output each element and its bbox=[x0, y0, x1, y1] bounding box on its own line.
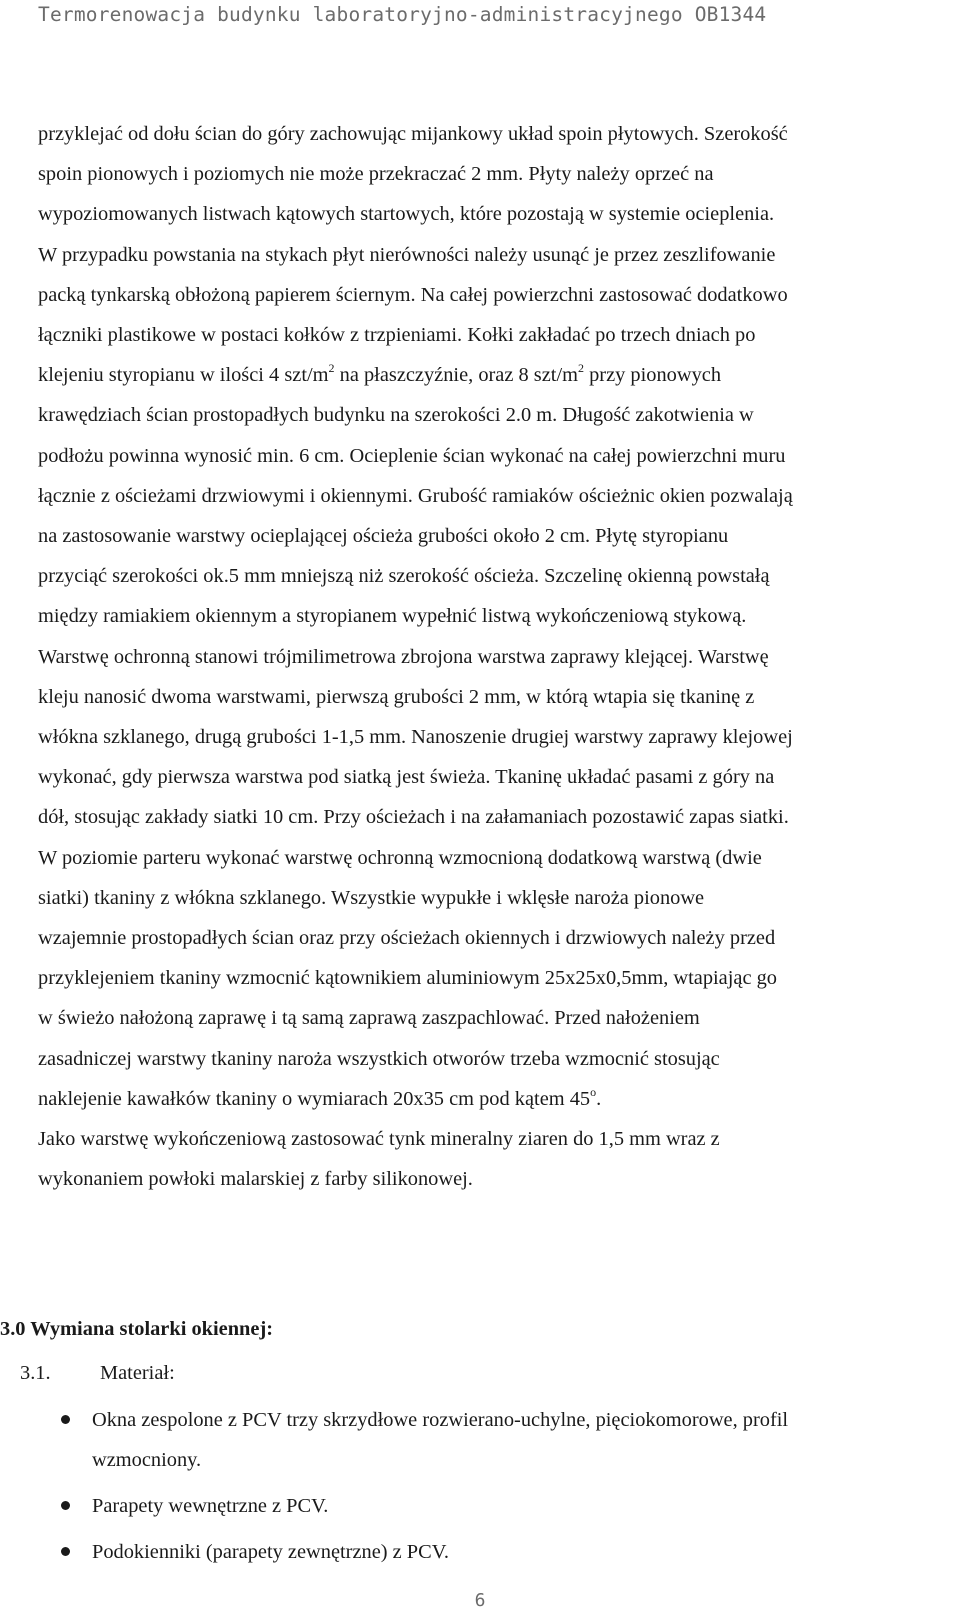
page-number: 6 bbox=[474, 1590, 486, 1611]
text-fragment: naklejenie kawałków tkaniny o wymiarach 20x35 cm pod kątem 45 bbox=[38, 1087, 591, 1110]
bullet-icon bbox=[61, 1547, 70, 1556]
section-heading: 3.0 Wymiana stolarki okiennej: bbox=[0, 1318, 274, 1340]
list-item bbox=[0, 1486, 932, 1526]
text-fragment: przy pionowych bbox=[583, 364, 722, 387]
bullet-icon bbox=[61, 1501, 70, 1510]
text-fragment: na płaszczyźnie, oraz 8 szt/m bbox=[334, 364, 578, 387]
text-fragment: klejeniu styropianu w ilości 4 szt/m bbox=[38, 364, 329, 387]
text-line: wykonać, gdy pierwsza warstwa pod siatką jest świeża. Tkaninę układać pasami z góry na bbox=[38, 766, 775, 789]
superscript: 2 bbox=[577, 361, 584, 376]
text-line: Warstwę ochronną stanowi trójmilimetrowa zbrojona warstwa zaprawy klejącej. Warstwę bbox=[38, 645, 769, 668]
text-line: przyciąć szerokości ok.5 mm mniejszą niż szerokość ościeża. Szczelinę okienną powstałą bbox=[38, 565, 770, 588]
body-paragraph bbox=[38, 114, 942, 1199]
list-item-text: Okna zespolone z PCV trzy skrzydłowe rozwierano-uchylne, pięciokomorowe, profil bbox=[92, 1409, 789, 1431]
list-item-text: Podokienniki (parapety zewnętrzne) z PCV. bbox=[92, 1541, 449, 1563]
text-line: kleju nanosić dwoma warstwami, pierwszą grubości 2 mm, w którą wtapia się tkaninę z bbox=[38, 685, 755, 708]
text-line: Jako warstwę wykończeniową zastosować tynk mineralny ziaren do 1,5 mm wraz z bbox=[38, 1128, 720, 1151]
text-line: zasadniczej warstwy tkaniny naroża wszystkich otworów trzeba wzmocnić stosując bbox=[38, 1047, 720, 1070]
page-header: Termorenowacja budynku laboratoryjno-administracyjnego OB1344 bbox=[38, 3, 767, 26]
list-item bbox=[0, 1400, 932, 1480]
text-line: wzajemnie prostopadłych ścian oraz przy ościeżach okiennych i drzwiowych należy przed bbox=[38, 927, 776, 950]
text-line: krawędziach ścian prostopadłych budynku na szerokości 2.0 m. Długość zakotwienia w bbox=[38, 404, 754, 427]
text-line: na zastosowanie warstwy ocieplającej ościeża grubości około 2 cm. Płytę styropianu bbox=[38, 525, 729, 548]
text-line bbox=[38, 1079, 942, 1119]
text-line: packą tynkarską obłożoną papierem ściernym. Na całej powierzchni zastosować dodatkowo bbox=[38, 283, 788, 306]
list-item bbox=[0, 1532, 932, 1572]
text-line: spoin pionowych i poziomych nie może przekraczać 2 mm. Płyty należy oprzeć na bbox=[38, 163, 714, 186]
text-fragment: . bbox=[596, 1087, 602, 1110]
bullet-icon bbox=[61, 1415, 70, 1424]
materials-list bbox=[0, 1400, 932, 1578]
text-line bbox=[38, 355, 942, 395]
subsection-label: Materiał: bbox=[100, 1362, 175, 1384]
subsection-heading bbox=[20, 1362, 175, 1385]
text-line: podłożu powinna wynosić min. 6 cm. Ocieplenie ścian wykonać na całej powierzchni muru bbox=[38, 444, 786, 467]
text-line: W przypadku powstania na stykach płyt nierówności należy usunąć je przez zeszlifowanie bbox=[38, 243, 776, 266]
superscript: 2 bbox=[328, 361, 335, 376]
text-line: przyklejać od dołu ścian do góry zachowując mijankowy układ spoin płytowych. Szerokość bbox=[38, 123, 788, 145]
text-line: W poziomie parteru wykonać warstwę ochronną wzmocnioną dodatkową warstwą (dwie bbox=[38, 846, 762, 869]
list-item-text: wzmocniony. bbox=[92, 1449, 202, 1471]
text-line: dół, stosując zakłady siatki 10 cm. Przy ościeżach i na załamaniach pozostawić zapas siatki. bbox=[38, 806, 789, 829]
text-line: przyklejeniem tkaniny wzmocnić kątownikiem aluminiowym 25x25x0,5mm, wtapiając go bbox=[38, 967, 777, 990]
text-line: łącznie z ościeżami drzwiowymi i okiennymi. Grubość ramiaków ościeżnic okien pozwalają bbox=[38, 484, 793, 507]
text-line: między ramiakiem okiennym a styropianem wypełnić listwą wykończeniową stykową. bbox=[38, 605, 747, 628]
text-line: wypoziomowanych listwach kątowych startowych, które pozostają w systemie ocieplenia. bbox=[38, 203, 775, 226]
list-item-text: Parapety wewnętrzne z PCV. bbox=[92, 1495, 329, 1517]
superscript: o bbox=[590, 1084, 597, 1099]
text-line: w świeżo nałożoną zaprawę i tą samą zaprawą zaszpachlować. Przed nałożeniem bbox=[38, 1007, 700, 1030]
text-line: siatki) tkaniny z włókna szklanego. Wszystkie wypukłe i wklęsłe naroża pionowe bbox=[38, 886, 705, 909]
text-line: łączniki plastikowe w postaci kołków z trzpieniami. Kołki zakładać po trzech dniach po bbox=[38, 324, 756, 347]
text-line: włókna szklanego, drugą grubości 1-1,5 mm. Nanoszenie drugiej warstwy zaprawy klejowej bbox=[38, 726, 793, 749]
text-line: wykonaniem powłoki malarskiej z farby silikonowej. bbox=[38, 1168, 473, 1191]
subsection-number: 3.1. bbox=[20, 1362, 51, 1384]
